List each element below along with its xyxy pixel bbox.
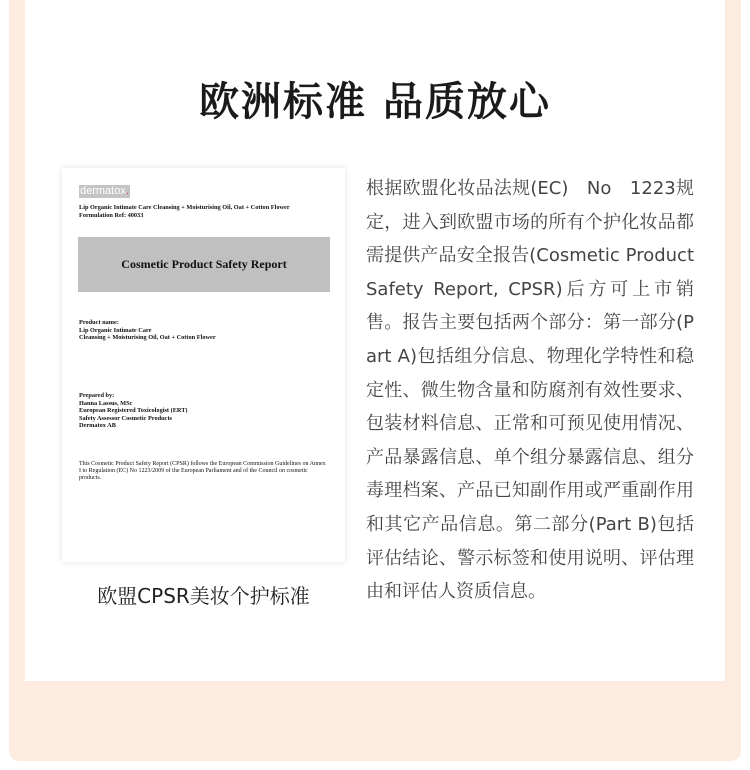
doc-banner: Cosmetic Product Safety Report [78,237,330,292]
doc-line: Dermatox AB [79,422,116,429]
doc-line: European Registered Toxicologist (ERT) [79,407,188,414]
image-caption: 欧盟CPSR美妆个护标准 [97,584,310,608]
logo-dot: . [125,185,129,197]
page-title: 欧洲标准 品质放心 [199,79,551,125]
doc-line: Hanna Lassus, MSc [79,399,133,407]
doc-header [79,204,290,219]
doc-line: Prepared by: [79,392,115,399]
logo-text: dermatox [80,185,126,197]
doc-header-line: Formulation Ref: 40033 [79,211,144,219]
body-text: 根据欧盟化妆品法规(EC) No 1223规定，进入到欧盟市场的所有个护化妆品都需提供产品安全报告(Cosmetic Product Safety Report, CPSR)后方可上市销售。报告主要包括两个部分：第一部分(Part A)包括组分信息、物理化学特性和稳定性、微生物含量和防腐剂有效性要求、包装材料信息、正常和可预见使用情况、产品暴露信息、单个组分暴露信息、组分毒理档案、产品已知副作用或严重副作用和其它产品信息。第二部分(Part B)包括评估结论、警示标签和使用说明、评估理由和评估人资质信息。 [366,178,694,603]
doc-header-line: Lip Organic Intimate Care Cleansing + Moisturising Oil, Oat + Cotton Flower [79,204,290,211]
doc-line: Cleansing + Moisturising Oil, Oat + Cotton Flower [79,334,216,341]
doc-prepared [79,392,188,430]
cpsr-document-image [62,168,345,562]
dermatox-logo [79,185,130,198]
doc-line: Lip Organic Intimate Care [79,326,152,334]
doc-footer: This Cosmetic Product Safety Report (CPSR) follows the European Commission Guidelines on Annex I to Regulation (EC) No 1223/2009 of the European Parliament and of the Council on cosmetic products. [79,461,326,481]
doc-line: Safety Assessor Cosmetic Products [79,414,172,422]
doc-line: Product name: [79,319,119,326]
doc-product [79,319,216,342]
